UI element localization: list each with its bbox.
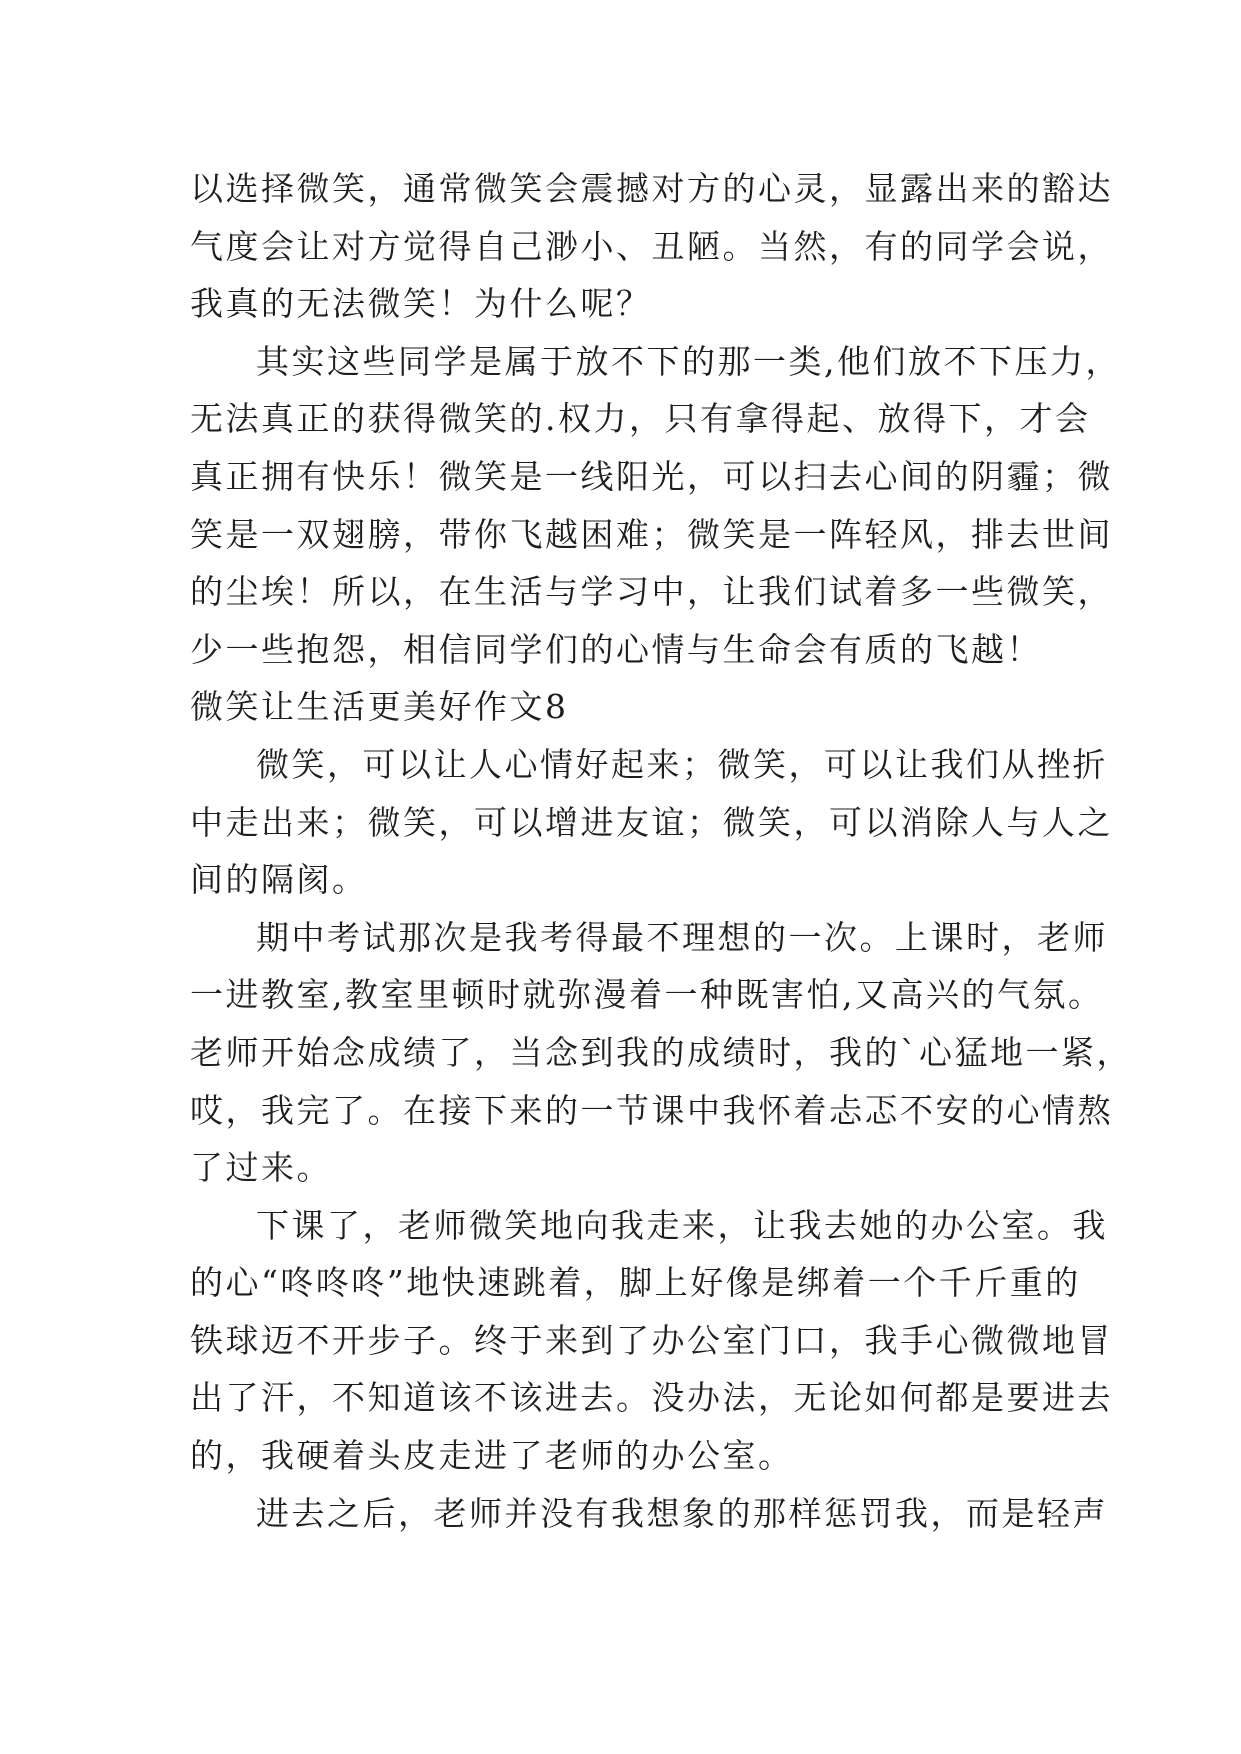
text-line: 的，我硬着头皮走进了老师的办公室。 (190, 1436, 794, 1476)
text-line: 微笑让生活更美好作文8 (190, 687, 569, 727)
text-line: 出了汗，不知道该不该进去。没办法，无论如何都是要进去 (190, 1378, 1113, 1418)
document-body (190, 160, 1132, 1542)
text-line: 真正拥有快乐！微笑是一线阳光，可以扫去心间的阴霾；微 (190, 456, 1113, 496)
text-line: 以选择微笑，通常微笑会震撼对方的心灵，显露出来的豁达 (190, 169, 1113, 208)
text-line: 铁球迈不开步子。终于来到了办公室门口，我手心微微地冒 (190, 1320, 1113, 1360)
text-line: 下课了，老师微笑地向我走来，让我去她的办公室。我 (256, 1205, 1108, 1245)
text-line: 笑是一双翅膀，带你飞越困难；微笑是一阵轻风，排去世间 (190, 514, 1113, 554)
text-line: 了过来。 (190, 1148, 332, 1188)
text-line: 气度会让对方觉得自己渺小、丑陋。当然，有的同学会说， (190, 226, 1113, 266)
text-line: 无法真正的获得微笑的.权力，只有拿得起、放得下，才会 (190, 399, 1091, 439)
text-line: 我真的无法微笑！为什么呢？ (190, 284, 652, 324)
text-line: 间的隔阂。 (190, 860, 368, 900)
text-line: 中走出来；微笑，可以增进友谊；微笑，可以消除人与人之 (190, 802, 1113, 842)
text-line: 的尘埃！所以，在生活与学习中，让我们试着多一些微笑， (190, 572, 1113, 612)
text-line: 老师开始念成绩了，当念到我的成绩时，我的`心猛地一紧， (190, 1032, 1132, 1072)
text-line: 其实这些同学是属于放不下的那一类,他们放不下压力， (256, 341, 1121, 381)
text-line: 的心“咚咚咚”地快速跳着，脚上好像是绑着一个千斤重的 (190, 1263, 1081, 1303)
text-line: 进去之后，老师并没有我想象的那样惩罚我，而是轻声 (256, 1493, 1108, 1533)
text-line: 期中考试那次是我考得最不理想的一次。上课时，老师 (256, 917, 1108, 957)
text-line: 一进教室,教室里顿时就弥漫着一种既害怕,又高兴的气氛。 (190, 975, 1104, 1015)
text-line: 少一些抱怨，相信同学们的心情与生命会有质的飞越！ (190, 629, 1042, 669)
text-line: 微笑，可以让人心情好起来；微笑，可以让我们从挫折 (256, 744, 1108, 784)
text-line: 哎，我完了。在接下来的一节课中我怀着忐忑不安的心情熬 (190, 1090, 1113, 1130)
